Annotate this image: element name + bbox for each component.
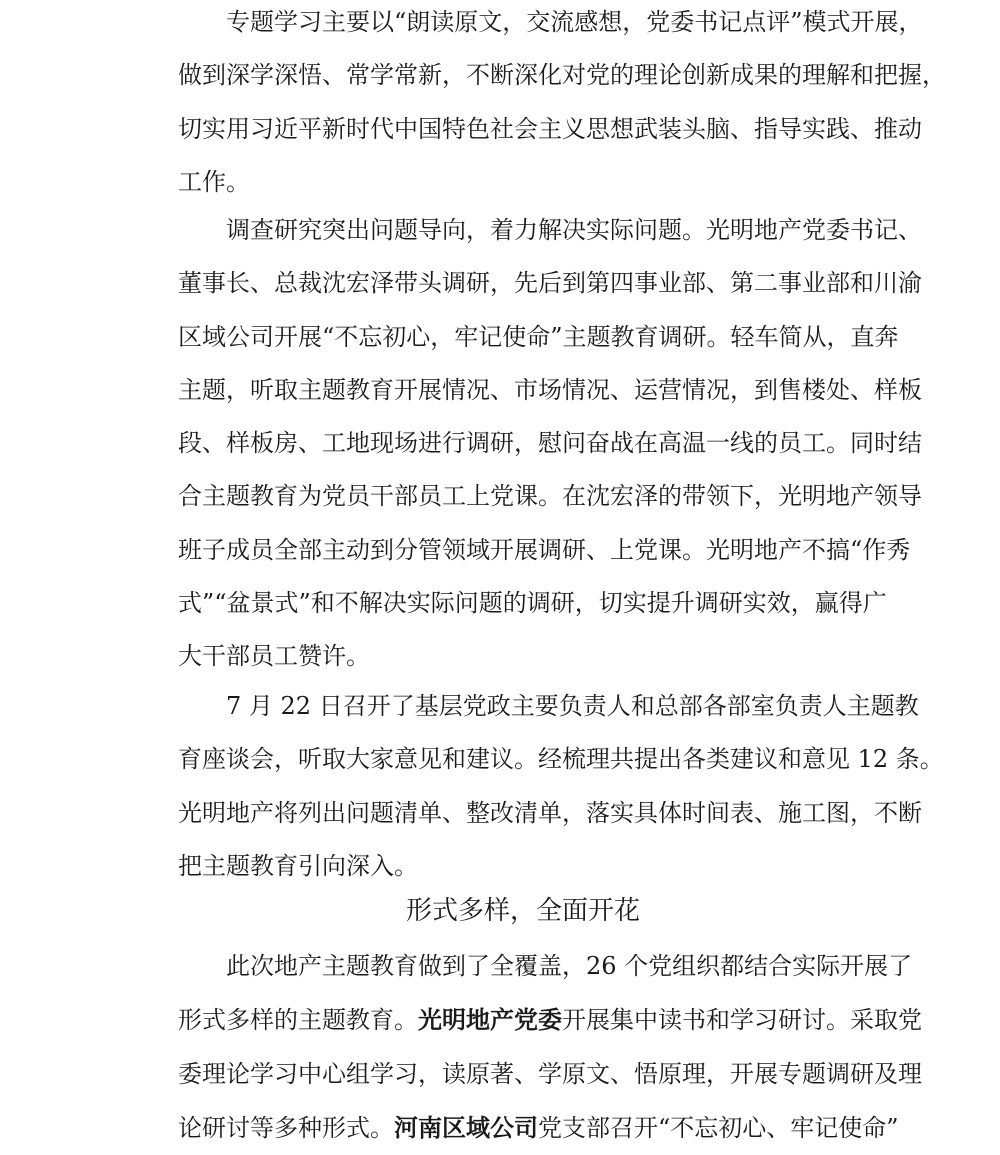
paragraph-line: 大干部员工赞许。 <box>178 642 370 671</box>
paragraph-study-mode <box>178 0 946 209</box>
line-text: 形式多样的主题教育。 <box>178 1006 418 1035</box>
paragraph-line: 班子成员全部主动到分管领域开展调研、上党课。光明地产不搞“作秀 <box>178 535 911 564</box>
bold-org-name: 光明地产党委 <box>418 1005 562 1035</box>
line-text: 论研讨等多种形式。 <box>178 1113 394 1142</box>
paragraph-line: 把主题教育引向深入。 <box>178 851 418 880</box>
paragraph-line <box>178 1101 899 1155</box>
paragraph-line: 7 月 22 日召开了基层党政主要负责人和总部各部室负责人主题教 <box>226 692 919 720</box>
paragraph-line: 合主题教育为党员干部员工上党课。在沈宏泽的带领下，光明地产领导 <box>178 482 922 511</box>
line-text: 开展集中读书和学习研讨。采取党 <box>562 1006 922 1035</box>
paragraph-line: 调查研究突出问题导向，着力解决实际问题。光明地产党委书记、 <box>226 216 922 244</box>
paragraph-line: 做到深学深悟、常学常新，不断深化对党的理论创新成果的理解和把握， <box>178 61 946 90</box>
paragraph-line: 育座谈会，听取大家意见和建议。经梳理共提出各类建议和意见 12 条。 <box>178 745 944 774</box>
paragraph-symposium <box>178 680 944 893</box>
paragraph-full-coverage <box>178 940 922 1155</box>
paragraph-line: 区域公司开展“不忘初心，牢记使命”主题教育调研。轻车简从，直奔 <box>178 322 899 351</box>
bold-org-name: 河南区域公司 <box>394 1112 538 1142</box>
paragraph-research <box>178 204 922 684</box>
paragraph-line <box>178 993 922 1047</box>
paragraph-line: 委理论学习中心组学习，读原著、学原文、悟原理，开展专题调研及理 <box>178 1059 922 1088</box>
paragraph-line: 式”“盆景式”和不解决实际问题的调研，切实提升调研实效，赢得广 <box>178 589 887 618</box>
paragraph-line: 主题，听取主题教育开展情况、市场情况、运营情况，到售楼处、样板 <box>178 375 922 404</box>
paragraph-line: 董事长、总裁沈宏泽带头调研，先后到第四事业部、第二事业部和川渝 <box>178 269 922 298</box>
paragraph-line: 专题学习主要以“朗读原文，交流感想，党委书记点评”模式开展， <box>226 8 923 36</box>
paragraph-line: 段、样板房、工地现场进行调研，慰问奋战在高温一线的员工。同时结 <box>178 429 922 458</box>
line-text: 党支部召开“不忘初心、牢记使命” <box>538 1113 899 1142</box>
paragraph-line: 工作。 <box>178 167 250 196</box>
section-heading: 形式多样，全面开花 <box>405 896 640 926</box>
paragraph-line: 此次地产主题教育做到了全覆盖，26 个党组织都结合实际开展了 <box>226 952 913 980</box>
paragraph-line: 光明地产将列出问题清单、整改清单，落实具体时间表、施工图，不断 <box>178 798 922 827</box>
paragraph-line: 切实用习近平新时代中国特色社会主义思想武装头脑、指导实践、推动 <box>178 114 922 143</box>
